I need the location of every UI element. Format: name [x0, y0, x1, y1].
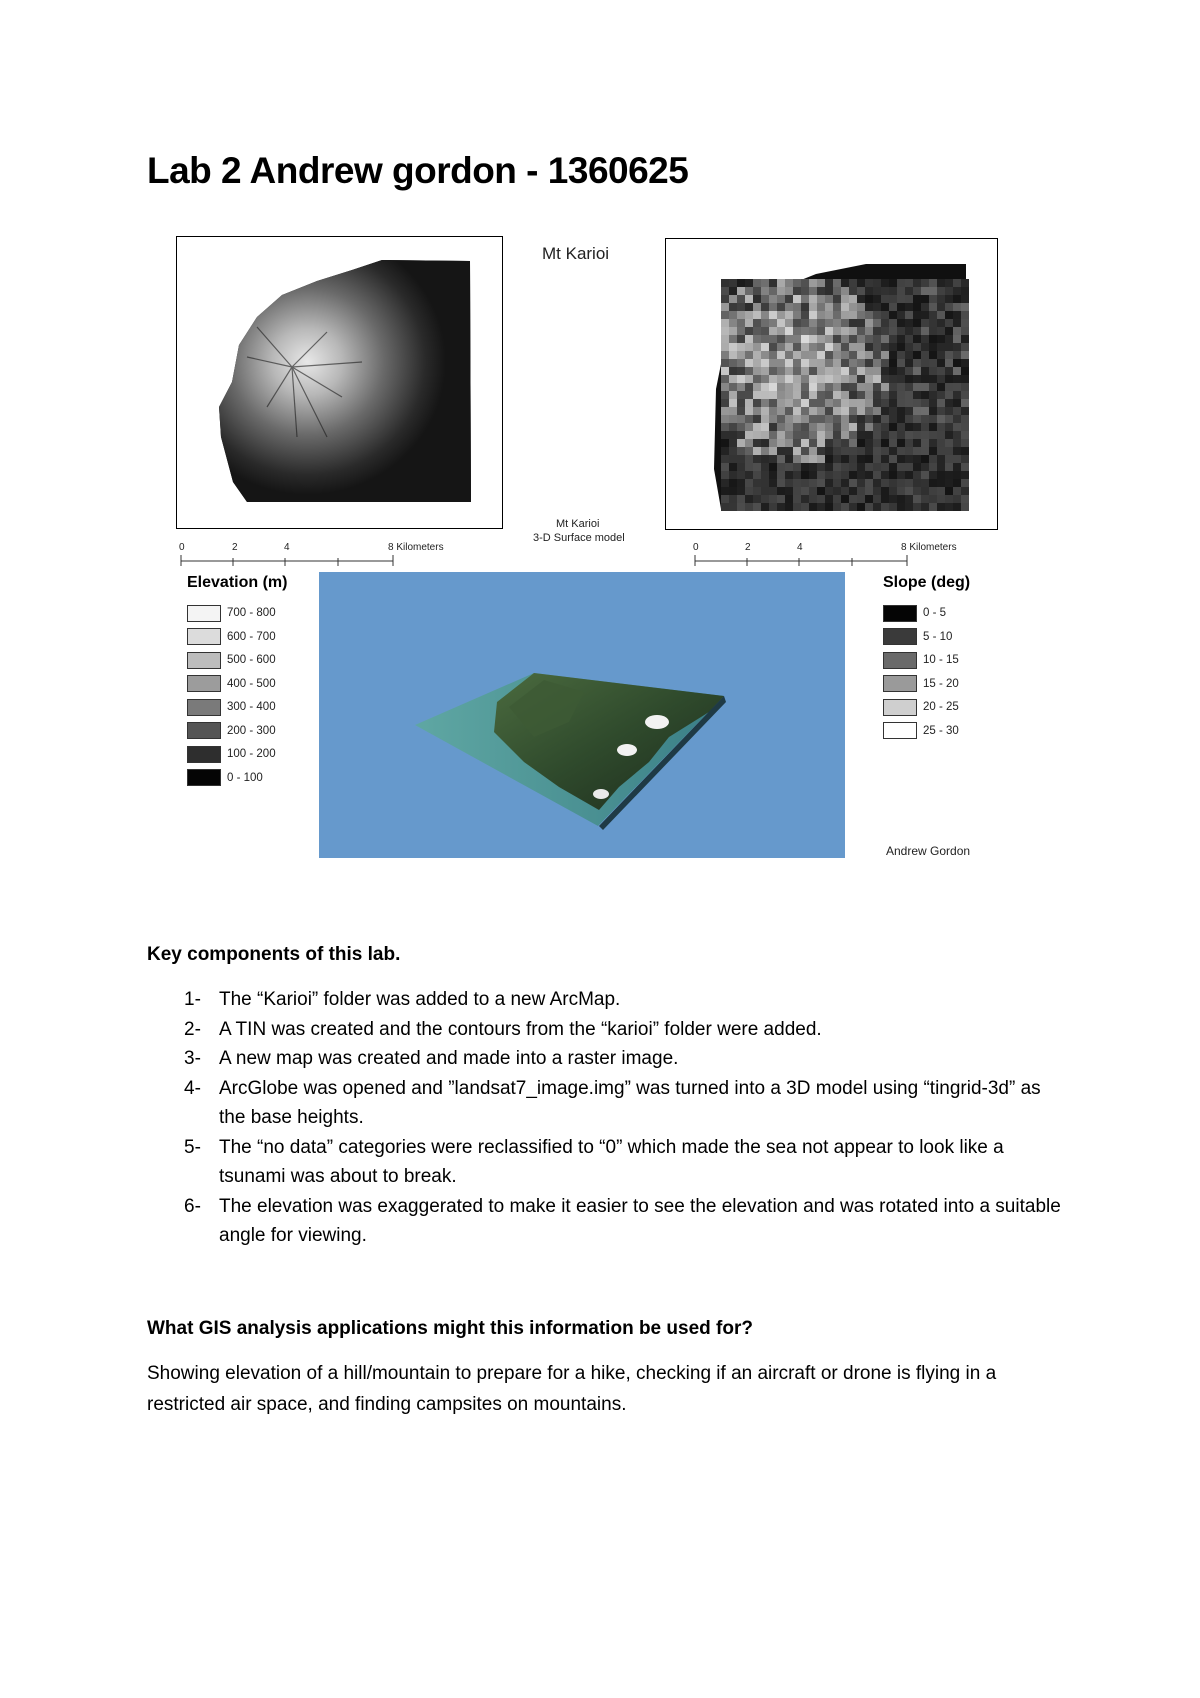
list-item-text: A new map was created and made into a raster image. — [219, 1048, 679, 1069]
slope-legend-item — [883, 651, 959, 669]
slope-legend-swatch — [883, 628, 917, 645]
slope-raster-image — [666, 239, 997, 529]
slope-legend-label: 0 - 5 — [923, 607, 947, 619]
list-item-number: 6- — [184, 1195, 201, 1217]
scale-right-tick-2: 4 — [797, 542, 803, 553]
elevation-legend-label: 300 - 400 — [227, 701, 276, 713]
list-item-text: The elevation was exaggerated to make it easier to see the elevation and was rotated into a suitable angle for viewing. — [219, 1195, 1061, 1246]
scale-left-tick-1: 2 — [232, 542, 238, 553]
list-item-number: 5- — [184, 1136, 201, 1158]
page-title: Lab 2 Andrew gordon - 1360625 — [147, 150, 689, 191]
slope-map — [665, 238, 998, 530]
elevation-legend-label: 200 - 300 — [227, 724, 276, 737]
elevation-legend-label: 400 - 500 — [227, 677, 276, 690]
scale-left-tick-0: 0 — [179, 542, 185, 553]
scale-right-tick-1: 2 — [745, 542, 751, 553]
scale-bar-right — [692, 554, 912, 568]
elevation-legend-swatch — [187, 769, 221, 786]
elevation-legend-label: 100 - 200 — [227, 748, 276, 760]
slope-legend-item — [883, 604, 946, 622]
slope-legend-swatch — [883, 605, 917, 622]
slope-legend-label: 25 - 30 — [923, 724, 959, 737]
elevation-legend-swatch — [187, 628, 221, 645]
scale-left-tick-2: 4 — [284, 542, 290, 553]
slope-legend-swatch — [883, 699, 917, 716]
elevation-legend-label: 600 - 700 — [227, 630, 276, 643]
slope-legend-label: 20 - 25 — [923, 701, 959, 713]
elevation-legend-swatch — [187, 605, 221, 622]
slope-legend-label: 15 - 20 — [923, 677, 959, 690]
elevation-legend-item — [187, 698, 276, 716]
slope-legend-item — [883, 722, 959, 740]
elevation-legend-swatch — [187, 652, 221, 669]
key-components-list — [147, 985, 1067, 1251]
section2-paragraph: Showing elevation of a hill/mountain to prepare for a hike, checking if an aircraft or drone is flying in a restricted air space, and finding campsites on mountains. — [147, 1363, 997, 1415]
elevation-map — [176, 236, 503, 529]
scale-left-tick-3: 8 Kilometers — [388, 542, 444, 553]
model-caption-line1: Mt Karioi — [556, 518, 600, 530]
elevation-legend-label: 0 - 100 — [227, 771, 263, 784]
elevation-legend-item — [187, 745, 276, 763]
slope-legend-item — [883, 628, 952, 646]
section1-heading: Key components of this lab. — [147, 944, 401, 965]
list-item — [147, 1015, 1067, 1045]
elevation-legend-label: 700 - 800 — [227, 607, 276, 619]
slope-legend-item — [883, 675, 959, 693]
map-title: Mt Karioi — [542, 244, 610, 263]
model-caption-line2: 3-D Surface model — [533, 532, 625, 544]
list-item — [147, 1074, 1067, 1133]
list-item-text: The “no data” categories were reclassified to “0” which made the sea not appear to look like a tsunami was about to break. — [219, 1136, 1004, 1187]
list-item-text: ArcGlobe was opened and ”landsat7_image.img” was turned into a 3D model using “tingrid-3d” as the base heights. — [219, 1077, 1041, 1128]
slope-legend-title: Slope (deg) — [883, 574, 971, 591]
scale-right-tick-3: 8 Kilometers — [901, 542, 957, 553]
elevation-legend-swatch — [187, 675, 221, 692]
list-item-text: A TIN was created and the contours from the “karioi” folder were added. — [219, 1018, 822, 1040]
elevation-legend-title: Elevation (m) — [187, 574, 288, 591]
elevation-legend-item — [187, 769, 263, 787]
slope-legend-label: 10 - 15 — [923, 654, 959, 666]
elevation-legend-item — [187, 604, 276, 622]
list-item-number: 3- — [184, 1048, 201, 1069]
author-credit: Andrew Gordon — [886, 844, 971, 858]
list-item — [147, 1133, 1067, 1192]
list-item-number: 1- — [184, 989, 201, 1010]
list-item — [147, 1044, 1067, 1074]
slope-legend-swatch — [883, 722, 917, 739]
slope-legend-label: 5 - 10 — [923, 630, 953, 643]
elevation-legend-item — [187, 628, 276, 646]
elevation-legend-swatch — [187, 699, 221, 716]
elevation-legend-label: 500 - 600 — [227, 654, 276, 666]
elevation-legend-item — [187, 675, 276, 693]
slope-legend-swatch — [883, 675, 917, 692]
list-item — [147, 1192, 1067, 1251]
list-item-number: 4- — [184, 1077, 201, 1099]
elevation-legend-item — [187, 651, 276, 669]
elevation-legend-swatch — [187, 746, 221, 763]
scale-bar-left — [178, 554, 398, 568]
slope-legend-swatch — [883, 652, 917, 669]
section2-heading: What GIS analysis applications might this information be used for? — [147, 1318, 753, 1339]
list-item-number: 2- — [184, 1018, 201, 1040]
slope-legend-item — [883, 698, 959, 716]
list-item-text: The “Karioi” folder was added to a new ArcMap. — [219, 989, 621, 1010]
elevation-hillshade-image — [177, 237, 502, 528]
scale-right-tick-0: 0 — [693, 542, 699, 553]
list-item — [147, 985, 1067, 1015]
3d-landsat-image — [319, 572, 845, 858]
3d-surface-model — [319, 572, 845, 858]
elevation-legend-swatch — [187, 722, 221, 739]
elevation-legend-item — [187, 722, 276, 740]
